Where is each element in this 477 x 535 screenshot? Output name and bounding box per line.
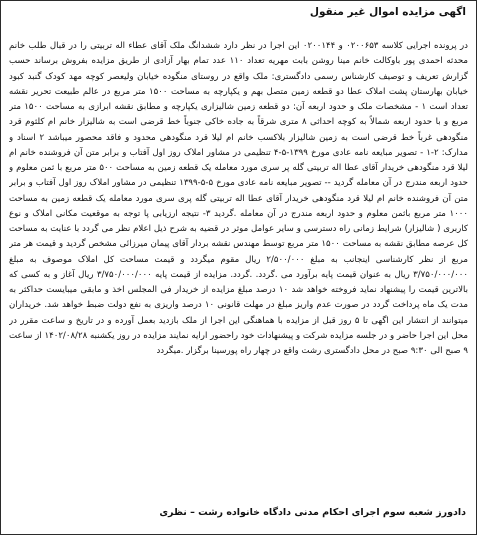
notice-body: در پرونده اجرایی کلاسه ۰۲۰۰۶۵۳ و ۰۲۰۰۱۴۴ این اجرا در نظر دارد ششدانگ ملک آقای عطاء اله تربیتی را در قبال طلب خانم محدثه احمدی پور باوکالت خانم مینا روشن بابت مهریه تعداد ۱۱۰ عدد تمام بهار آزادی از طریق مزایده بفروش برساند حسب گزارش تعریف و توصیف کارشناس رسمی دادگستری: ملک واقع در روستای منگوده خیابان ولیعصر کوچه مهد کودک گنبد کبود خیابان بهارستان پشت املاک عطا دو قطعه زمین متصل بهم و یکپارچه به مساحت ۱۵۰۰ متر مربع در عالم طبیعت تحریر نقشه تعداد است ۱ - مشخصات ملک و حدود اربعه آن: دو قطعه زمین شالیزاری یکپارچه و مطابق نقشه ابرازی به مساحت ۱۵۰۰ متر مربع و با حدود اربعه شمالاً به کوچه احداثی ۸ متری شرقاً به جاده خاکی جنوباً خط قرضی است به شالیزار خانم ام کلثوم قرد منگودهی غرباً خط قرضی است به زمین شالیزار بلاکسب خانم ام لیلا قرد منگودهی محدود و فاقد محصور میباشد ۲ اسناد و مدارک: ۲-۱ - تصویر مبایعه نامه عادی مورخ ۱۳۹۹-۵-۴ تنظیمی در مشاور املاک روز اول آفتاب و برابر متن آن فروشنده خانم ام لیلا قرد منگودهی خریدار آقای عطا اله تربیتی گله پر سری مورد معامله یک قطعه زمین به مساحت ۵۰۰ متر مربع با ثمن معلوم و حدود اربعه مندرج در آن معامله گردید -- تصویر مبایعه نامه عادی مورخ ۵-۵-۱۳۹۹ تنظیمی در مشاور املاک روز اول آفتاب و برابر متن آن فروشنده خانم ام لیلا قرد منگودهی خریدار آقای عطا اله تربیتی گله پری سری مورد معامله یک قطعه زمین به مساحت ۱۰۰۰ متر مربع باثمن معلوم و حدود اربعه مندرج در آن معامله .گردید ۳- نتیجه ارزیابی پا توجه به موقعیت مکانی املاک و نوع کاربری ( شالیزار) شرایط زمانی راه دسترسی و سایر عوامل موثر در قضیه به شرح ذیل اعلام نظر می گردد با عنایت به مساحت کل عرصه مطابق نقشه به مساحت ۱۵۰۰ متر مربع توسط مهندس نقشه بردار آقای پیمان میرزائی مشخص گردید و قیمت هر متر مربع از نظر کارشناسی اینجانب به مبلغ ۲/۵۰۰/۰۰۰ ریال مقوم میگردد و قیمت مساحت کل املاک موصوف به مبلغ ۳/۷۵۰/۰۰۰/۰۰۰ ریال به عنوان قیمت پایه برآورد می .گردد. .گردد. مزایده از قیمت پایه ۳/۷۵۰/۰۰۰/۰۰۰ ریال آغاز و به کسی که بالاترین قیمت را پیشنهاد نماید فروخته خواهد شد ۱۰ درصد مبلغ مزایده از خریدار فی المجلس اخذ و مابقی میبایست حداکثر به مدت یک ماه پرداخت گردد در صورت عدم واریز مبلغ در مهلت قانونی ۱۰ درصد واریزی به نفع دولت ضبط خواهد شد. خریداران میتوانند از انتشار این اگهی تا ۵ روز قبل از مزایده با هماهنگی این اجرا از ملک بازدید بعمل آورده و در تاریخ و ساعت مقرر در محل این اجرا حاضر و در جلسه مزایده شرکت و پیشنهادات خود راحضور ارایه نمایند مزایده در روز یکشنبه ۱۴۰۲/۰۸/۲۸ از ساعت ۹ صبح الی ۹:۳۰ صبح در محل دادگستری رشت واقع در چهار راه پورسینا برگزار .میگردد — [9, 41, 468, 356]
notice-title: اگهی مزایده اموال غیر منقول — [309, 6, 466, 18]
notice-signature: دادورز شعبه سوم اجرای احکام مدنی دادگاه خانواده رشت – نظری — [159, 507, 466, 518]
